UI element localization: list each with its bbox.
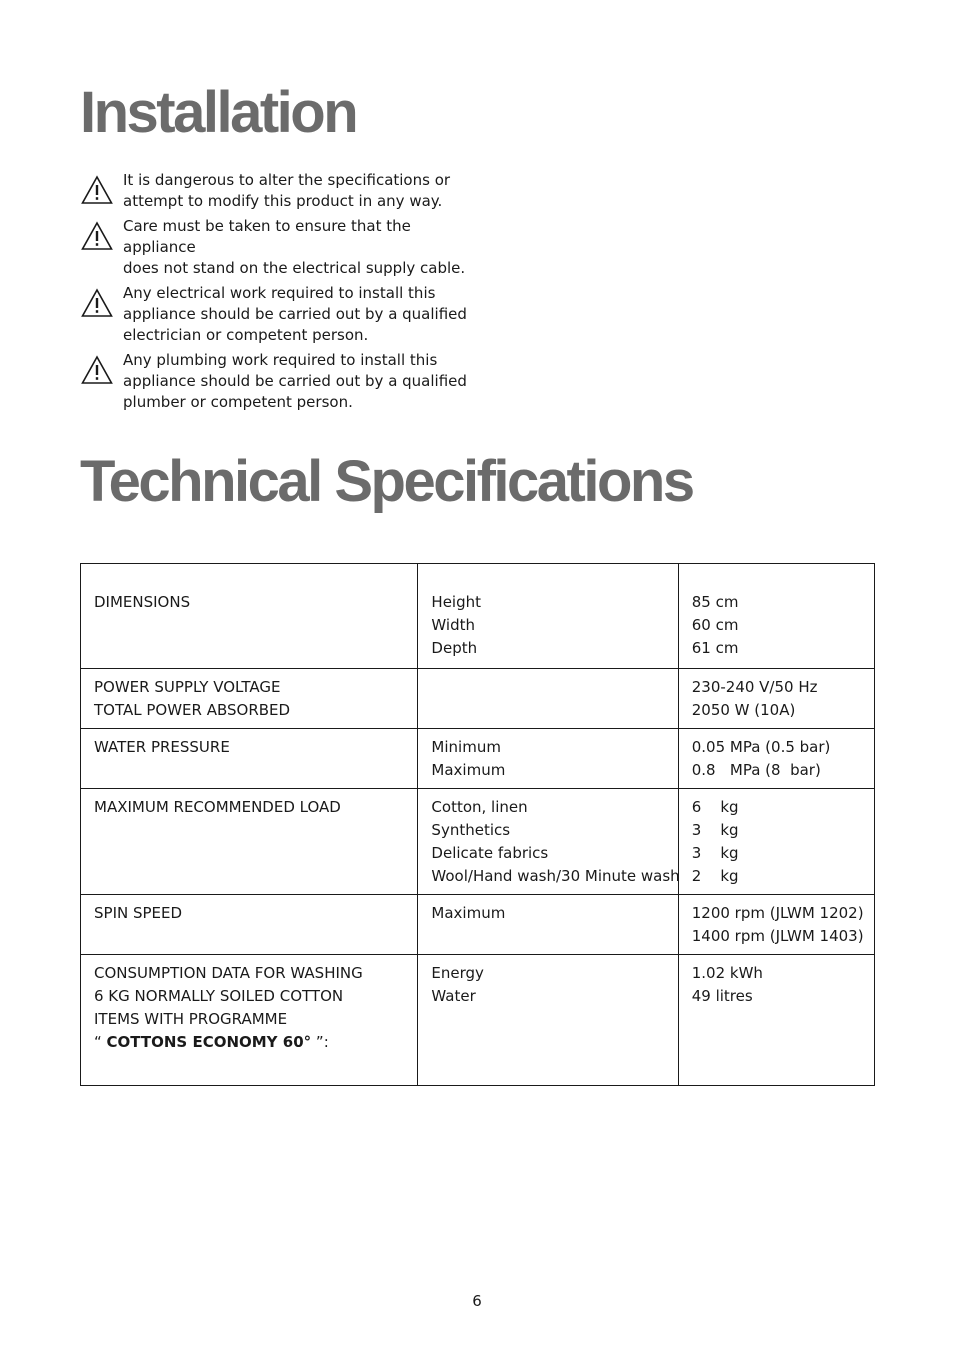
table-row: [81, 669, 875, 729]
warning-text: It is dangerous to alter the specifications or attempt to modify this product in any way.: [123, 171, 451, 210]
warning-text: Care must be taken to ensure that the appliance does not stand on the electrical supply cable.: [123, 217, 466, 277]
specifications-table: [80, 563, 875, 1086]
warning-item: [80, 170, 480, 212]
warning-item: [80, 216, 480, 279]
warning-triangle-icon: [81, 221, 113, 251]
spec-label: CONSUMPTION DATA FOR WASHING 6 KG NORMALLY SOILED COTTON ITEMS WITH PROGRAMME “ COTTONS ECONOMY 60° ”:: [81, 955, 418, 1086]
warning-triangle-icon: [81, 288, 113, 318]
spec-values: 1.02 kWh 49 litres: [678, 955, 874, 1086]
spec-values: 230-240 V/50 Hz 2050 W (10A): [678, 669, 874, 729]
spec-label: DIMENSIONS: [81, 564, 418, 669]
spec-values: 6 kg 3 kg 3 kg 2 kg: [678, 789, 874, 895]
spec-params: Energy Water: [418, 955, 678, 1086]
spec-values: 85 cm 60 cm 61 cm: [678, 564, 874, 669]
technical-specifications-heading: Technical Specifications: [80, 449, 693, 514]
programme-line: “ COTTONS ECONOMY 60° ”:: [94, 1033, 329, 1051]
spec-params: Minimum Maximum: [418, 729, 678, 789]
spec-params: [418, 669, 678, 729]
warning-item: [80, 283, 480, 346]
table-row: [81, 564, 875, 669]
warning-item: [80, 350, 480, 413]
installation-warnings: [80, 170, 480, 417]
page-number: 6: [472, 1292, 482, 1310]
spec-label: WATER PRESSURE: [81, 729, 418, 789]
table-row: [81, 955, 875, 1086]
table-row: [81, 729, 875, 789]
spec-label: MAXIMUM RECOMMENDED LOAD: [81, 789, 418, 895]
spec-label: POWER SUPPLY VOLTAGE TOTAL POWER ABSORBED: [81, 669, 418, 729]
table-row: [81, 895, 875, 955]
spec-params: Maximum: [418, 895, 678, 955]
warning-text: Any plumbing work required to install this appliance should be carried out by a qualified plumber or competent person.: [123, 351, 467, 411]
warning-text: Any electrical work required to install this appliance should be carried out by a qualified electrician or competent person.: [123, 284, 467, 344]
spec-values: 0.05 MPa (0.5 bar) 0.8 MPa (8 bar): [678, 729, 874, 789]
spec-params: Cotton, linen Synthetics Delicate fabrics Wool/Hand wash/30 Minute wash: [418, 789, 678, 895]
installation-heading: Installation: [80, 80, 357, 145]
spec-label: SPIN SPEED: [81, 895, 418, 955]
warning-triangle-icon: [81, 355, 113, 385]
spec-params: Height Width Depth: [418, 564, 678, 669]
warning-triangle-icon: [81, 175, 113, 205]
programme-name: COTTONS ECONOMY 60°: [106, 1033, 312, 1051]
spec-values: 1200 rpm (JLWM 1202) 1400 rpm (JLWM 1403): [678, 895, 874, 955]
table-row: [81, 789, 875, 895]
